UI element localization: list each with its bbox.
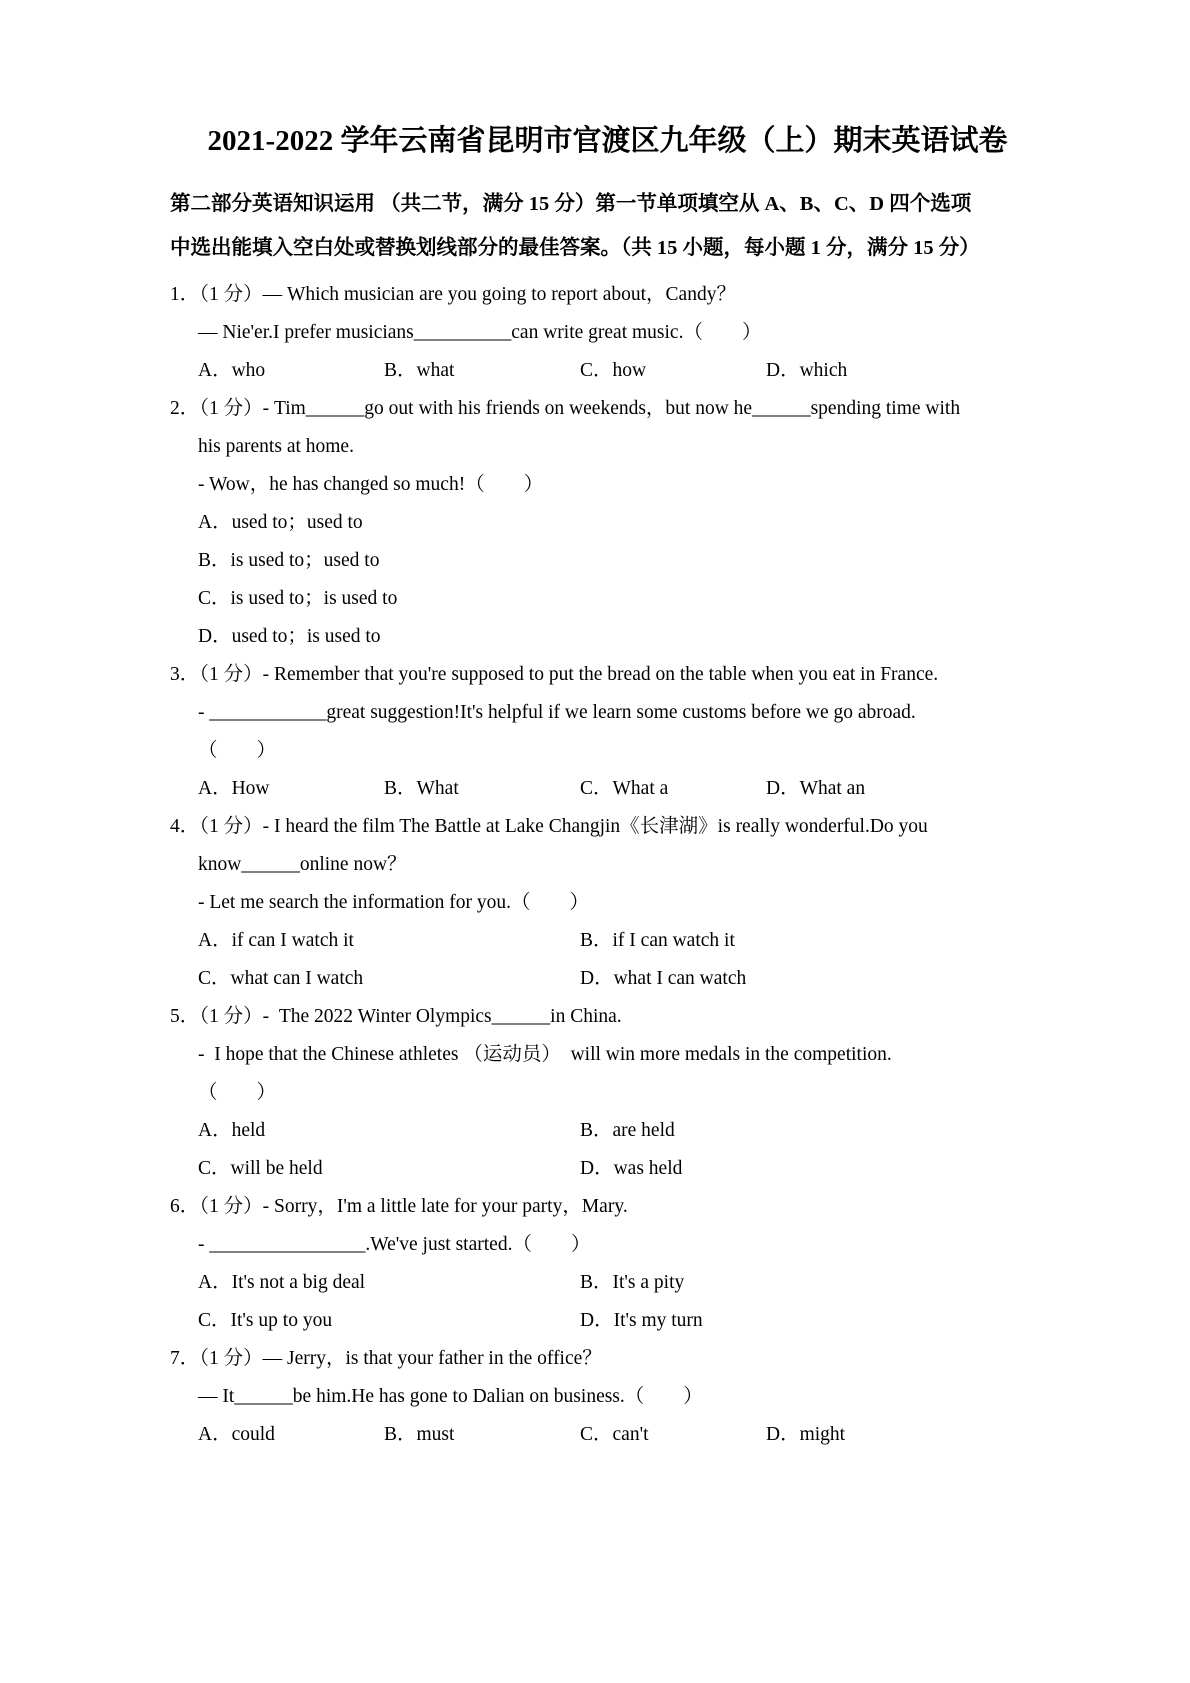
question-4-line-1: 4．（1 分）- I heard the film The Battle at Lake Changjin《长津湖》is really wonderful.Do you <box>170 816 928 837</box>
question-6-line-1: 6．（1 分）- Sorry，I'm a little late for your party，Mary. <box>170 1196 628 1217</box>
question-5 <box>170 998 1045 1188</box>
question-6-options <box>170 1264 1045 1340</box>
question-3-option-B: B．What <box>384 778 459 799</box>
questions <box>170 276 1045 1454</box>
question-2-line-1: 2．（1 分）- Tim______go out with his friends on weekends，but now he______spending time with <box>170 398 961 419</box>
question-1-option-A: A．who <box>198 360 266 381</box>
question-1-option-C: C．how <box>580 360 647 381</box>
question-2-line-2: his parents at home. <box>198 436 354 457</box>
question-6-option-A: A．It's not a big deal <box>198 1272 366 1293</box>
question-2-option-D: D．used to；is used to <box>198 626 381 647</box>
question-2-option-B: B．is used to；used to <box>198 550 380 571</box>
question-2-option-A: A．used to；used to <box>198 512 363 533</box>
question-7-option-B: B．must <box>384 1424 455 1445</box>
question-5-line-2: - I hope that the Chinese athletes （运动员） will win more medals in the competition. <box>198 1044 892 1065</box>
question-2-option-C: C．is used to；is used to <box>198 588 398 609</box>
question-4-option-D: D．what I can watch <box>580 968 747 989</box>
question-1 <box>170 276 1045 390</box>
question-7-option-A: A．could <box>198 1424 275 1445</box>
question-3-option-D: D．What an <box>766 778 866 799</box>
question-5-line-1: 5．（1 分）- The 2022 Winter Olympics______in China. <box>170 1006 622 1027</box>
exam-title: 2021-2022 学年云南省昆明市官渡区九年级（上）期末英语试卷 <box>207 125 1008 157</box>
question-2 <box>170 390 1045 656</box>
question-5-line-3: （ ） <box>198 1082 277 1103</box>
question-7 <box>170 1340 1045 1454</box>
question-4-option-C: C．what can I watch <box>198 968 364 989</box>
intro-line-1: 第二部分英语知识运用 （共二节，满分 15 分）第一节单项填空从 A、B、C、D 四个选项 <box>170 193 972 215</box>
question-4-line-2: know______online now？ <box>198 854 407 875</box>
question-6-option-B: B．It's a pity <box>580 1272 685 1293</box>
question-7-line-2: — It______be him.He has gone to Dalian on business.（ ） <box>198 1386 703 1407</box>
question-1-line-1: 1．（1 分）— Which musician are you going to report about，Candy？ <box>170 284 736 305</box>
question-3-option-C: C．What a <box>580 778 669 799</box>
question-5-option-A: A．held <box>198 1120 266 1141</box>
section-intro <box>170 182 1045 270</box>
question-4-option-B: B．if I can watch it <box>580 930 735 951</box>
question-7-options <box>170 1416 1045 1454</box>
intro-line-2: 中选出能填入空白处或替换划线部分的最佳答案。（共 15 小题，每小题 1 分，满分 15 分） <box>170 237 980 259</box>
question-3 <box>170 656 1045 808</box>
question-2-line-3: - Wow，he has changed so much!（ ） <box>198 474 544 495</box>
question-4-line-3: - Let me search the information for you.（ ） <box>198 892 589 913</box>
question-6-option-D: D．It's my turn <box>580 1310 703 1331</box>
question-5-option-D: D．was held <box>580 1158 683 1179</box>
question-3-option-A: A．How <box>198 778 270 799</box>
question-1-option-D: D．which <box>766 360 848 381</box>
question-4 <box>170 808 1045 998</box>
question-7-option-C: C．can't <box>580 1424 649 1445</box>
question-6-line-2: - ________________.We've just started.（ ） <box>198 1234 591 1255</box>
question-5-option-B: B．are held <box>580 1120 675 1141</box>
question-3-line-2: - ____________great suggestion!It's helpful if we learn some customs before we go abroad. <box>198 702 916 723</box>
question-1-options <box>170 352 1045 390</box>
question-1-line-2: — Nie'er.I prefer musicians__________can write great music.（ ） <box>198 322 762 343</box>
question-5-options <box>170 1112 1045 1188</box>
question-3-line-3: （ ） <box>198 740 277 761</box>
question-5-option-C: C．will be held <box>198 1158 323 1179</box>
question-2-options <box>170 504 1045 656</box>
question-7-line-1: 7．（1 分）— Jerry，is that your father in the office？ <box>170 1348 602 1369</box>
question-3-line-1: 3．（1 分）- Remember that you're supposed to put the bread on the table when you eat in France. <box>170 664 939 685</box>
question-4-option-A: A．if can I watch it <box>198 930 354 951</box>
question-4-options <box>170 922 1045 998</box>
question-1-option-B: B．what <box>384 360 455 381</box>
question-7-option-D: D．might <box>766 1424 846 1445</box>
question-6-option-C: C．It's up to you <box>198 1310 333 1331</box>
question-3-options <box>170 770 1045 808</box>
question-6 <box>170 1188 1045 1340</box>
